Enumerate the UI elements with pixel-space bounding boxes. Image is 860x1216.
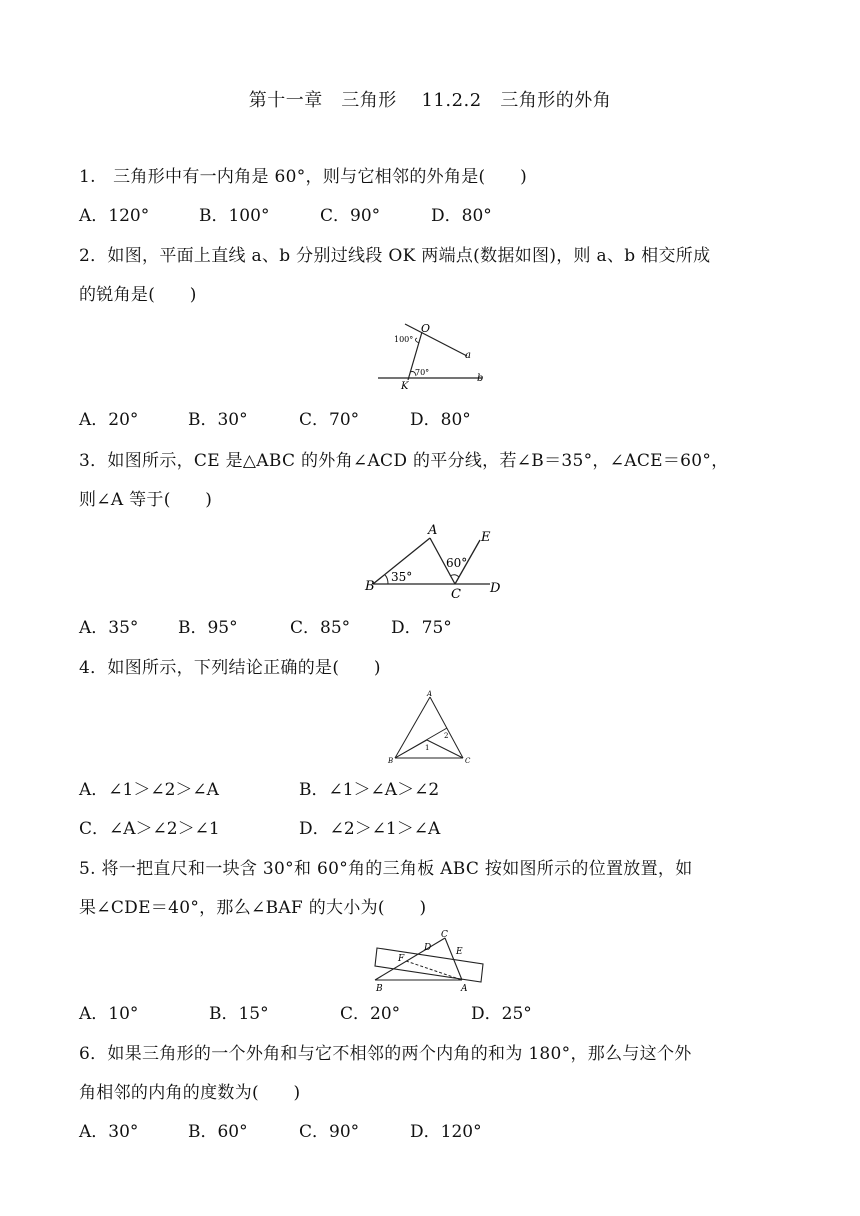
label-a: A xyxy=(461,984,468,994)
question-4-text: 4．如图所示，下列结论正确的是( ) xyxy=(79,658,381,678)
question-3-option-d[interactable]: D．75° xyxy=(391,618,452,638)
label-d: D xyxy=(424,943,432,953)
question-1-option-d[interactable]: D．80° xyxy=(431,206,492,226)
label-60-degrees: 60° xyxy=(446,556,468,570)
label-e: E xyxy=(481,530,491,545)
label-c: C xyxy=(465,757,471,765)
question-4-option-c[interactable]: C．∠A＞∠2＞∠1 xyxy=(79,819,220,839)
question-1-option-b[interactable]: B．100° xyxy=(199,206,270,226)
label-a: a xyxy=(465,350,471,361)
question-6-text-line2: 角相邻的内角的度数为( ) xyxy=(79,1083,301,1103)
label-e: E xyxy=(456,947,463,957)
label-b: B xyxy=(376,984,383,994)
question-1-text: 1. 三角形中有一内角是 60°，则与它相邻的外角是( ) xyxy=(79,167,528,187)
question-5-option-c[interactable]: C．20° xyxy=(340,1004,401,1024)
question-6-option-b[interactable]: B．60° xyxy=(188,1122,248,1142)
label-35-degrees: 35° xyxy=(391,570,413,584)
question-5-option-b[interactable]: B．15° xyxy=(209,1004,269,1024)
question-6-option-d[interactable]: D．120° xyxy=(410,1122,482,1142)
question-2-option-b[interactable]: B．30° xyxy=(188,410,248,430)
label-b: B xyxy=(388,757,394,765)
label-b: b xyxy=(477,373,484,384)
label-angle-2: 2 xyxy=(444,732,449,740)
question-4-option-d[interactable]: D．∠2＞∠1＞∠A xyxy=(299,819,441,839)
label-c: C xyxy=(441,930,448,940)
question-4-option-a[interactable]: A．∠1＞∠2＞∠A xyxy=(79,780,219,800)
line-a xyxy=(405,324,467,356)
angle-b-arc xyxy=(385,575,388,584)
label-a: A xyxy=(428,523,438,538)
segment-bc xyxy=(375,938,445,980)
label-angle-1: 1 xyxy=(425,744,430,752)
question-2-text-line1: 2．如图，平面上直线 a、b 分别过线段 OK 两端点(数据如图)，则 a、b 相交所成 xyxy=(79,246,711,266)
question-4-option-b[interactable]: B．∠1＞∠A＞∠2 xyxy=(299,780,440,800)
label-f: F xyxy=(398,954,405,964)
dashed-segment-fa xyxy=(406,961,462,980)
angle-100-arc xyxy=(415,338,419,343)
question-5-figure xyxy=(370,928,500,994)
question-5-text-line2: 果∠CDE＝40°，那么∠BAF 的大小为( ) xyxy=(79,898,427,918)
question-5-text-line1: 5. 将一把直尺和一块含 30°和 60°角的三角板 ABC 按如图所示的位置放置，如 xyxy=(79,859,693,879)
label-c: C xyxy=(451,587,461,600)
label-100-degrees: 100° xyxy=(394,335,414,344)
question-3-text-line2: 则∠A 等于( ) xyxy=(79,490,213,510)
question-3-figure xyxy=(360,520,510,600)
question-3-option-a[interactable]: A．35° xyxy=(79,618,139,638)
question-2-text-line2: 的锐角是( ) xyxy=(79,285,197,305)
question-2-figure xyxy=(370,318,500,394)
question-3-option-b[interactable]: B．95° xyxy=(178,618,238,638)
question-6-text-line1: 6．如果三角形的一个外角和与它不相邻的两个内角的和为 180°，那么与这个外 xyxy=(79,1044,692,1064)
question-6-option-c[interactable]: C．90° xyxy=(299,1122,360,1142)
label-k: K xyxy=(401,381,409,392)
label-o: O xyxy=(421,322,431,335)
page-title: 第十一章 三角形 11.2.2 三角形的外角 xyxy=(248,90,612,111)
segment-ac xyxy=(430,697,463,758)
question-5-option-d[interactable]: D．25° xyxy=(471,1004,532,1024)
label-d: D xyxy=(490,581,501,596)
question-2-option-a[interactable]: A．20° xyxy=(79,410,139,430)
label-b: B xyxy=(365,579,375,594)
question-3-text-line1: 3．如图所示，CE 是△ABC 的外角∠ACD 的平分线，若∠B＝35°，∠ACE＝60°， xyxy=(79,451,729,471)
label-a: A xyxy=(427,690,433,698)
question-1-option-c[interactable]: C．90° xyxy=(320,206,381,226)
question-2-option-c[interactable]: C．70° xyxy=(299,410,360,430)
question-6-option-a[interactable]: A．30° xyxy=(79,1122,139,1142)
ruler xyxy=(375,948,483,982)
question-4-figure xyxy=(385,688,475,768)
label-70-degrees: 70° xyxy=(415,368,430,377)
question-2-option-d[interactable]: D．80° xyxy=(410,410,471,430)
question-3-option-c[interactable]: C．85° xyxy=(290,618,351,638)
question-1-option-a[interactable]: A．120° xyxy=(79,206,150,226)
question-5-option-a[interactable]: A．10° xyxy=(79,1004,139,1024)
